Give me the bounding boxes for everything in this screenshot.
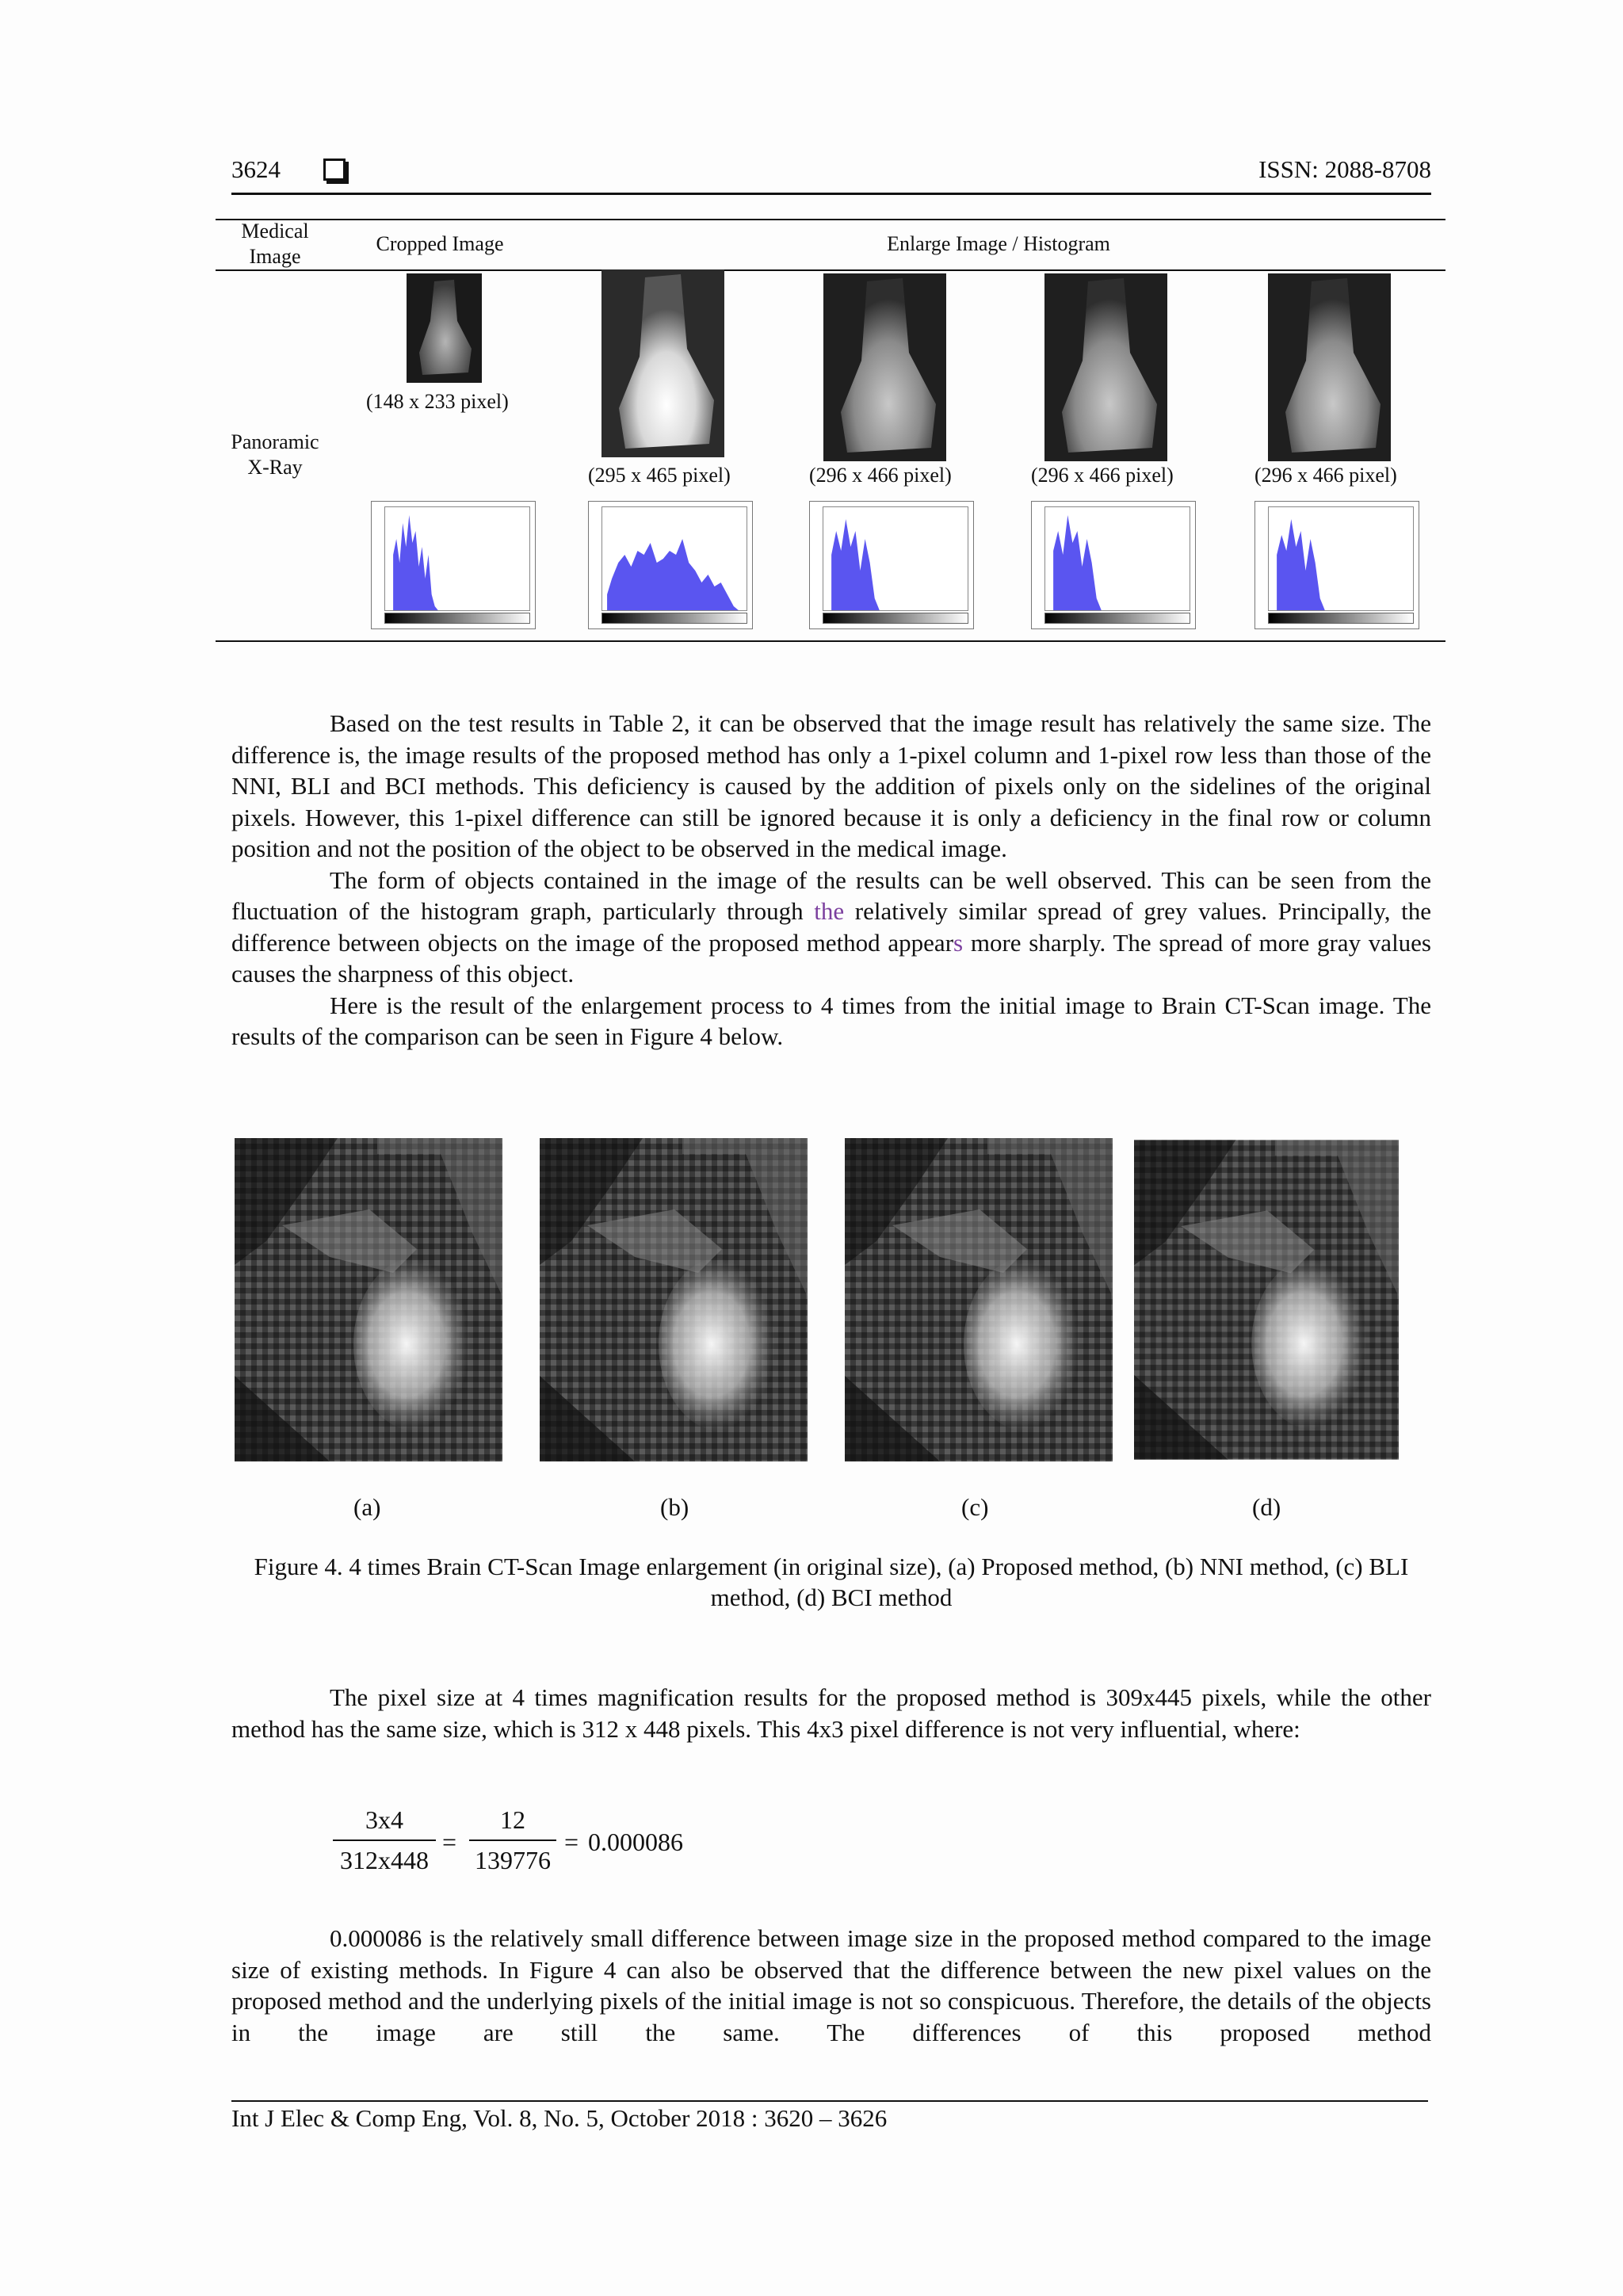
enlarged-xray-bli — [1044, 273, 1167, 461]
eq-denominator-1: 312x448 — [340, 1846, 429, 1874]
enlarged-size-label-4: (296 x 466 pixel) — [1254, 464, 1397, 487]
ct-image-d — [1134, 1138, 1399, 1461]
enlarged-xray-proposed — [601, 269, 724, 457]
histogram-nni — [809, 501, 974, 629]
col-header-medical-image: Medical Image — [241, 220, 309, 268]
body-paragraphs — [231, 708, 1431, 1052]
cropped-size-label: (148 x 233 pixel) — [366, 390, 509, 413]
histogram-proposed — [588, 501, 753, 629]
row-label-panoramic: Panoramic X-Ray — [231, 430, 319, 479]
histogram-bli — [1031, 501, 1196, 629]
enlarged-xray-bci — [1268, 273, 1391, 461]
page-number: 3624 — [231, 155, 281, 183]
subfigure-label-a: (a) — [353, 1493, 381, 1521]
paragraph-4: The pixel size at 4 times magnification results for the proposed method is 309x445 pixels, while the other method has the same size, which is 312 x 448 pixels. This 4x3 pixel difference is not very influential, where: — [231, 1683, 1431, 1743]
eq-numerator-1: 3x4 — [365, 1805, 403, 1834]
col-header-cropped: Cropped Image — [376, 232, 504, 255]
enlarged-xray-nni — [823, 273, 946, 461]
subfigure-label-b: (b) — [660, 1493, 689, 1521]
enlarged-size-label-3: (296 x 466 pixel) — [1031, 464, 1174, 487]
ct-image-b — [540, 1138, 808, 1461]
body-paragraph-4-block — [231, 1682, 1431, 1744]
table-header-rule — [216, 269, 1445, 271]
issn: ISSN: 2088-8708 — [1258, 155, 1431, 183]
eq-equals-2: = — [564, 1828, 579, 1856]
table-bottom-rule — [216, 640, 1445, 642]
histogram-cropped — [371, 501, 536, 629]
enlarged-size-label-1: (295 x 465 pixel) — [588, 464, 731, 487]
eq-denominator-2: 139776 — [475, 1846, 551, 1874]
paragraph-5: 0.000086 is the relatively small difference between image size in the proposed method compared to the image size of existing methods. In Figure 4 can also be observed that the difference between the new pixel values on the proposed method and the underlying pixels of the initial image is not so conspicuous. Therefore, the details of the objects in the image are still the same. The differences of this proposed method — [231, 1924, 1431, 2046]
subfigure-label-c: (c) — [961, 1493, 989, 1521]
footer-citation: Int J Elec & Comp Eng, Vol. 8, No. 5, October 2018 : 3620 – 3626 — [231, 2104, 888, 2132]
header-rule — [231, 193, 1431, 195]
table-top-rule — [216, 219, 1445, 220]
equation — [333, 1805, 713, 1885]
ct-image-c — [845, 1138, 1113, 1461]
eq-equals-1: = — [442, 1828, 457, 1856]
ct-image-a — [235, 1138, 502, 1461]
cropped-xray-image — [407, 273, 482, 383]
paragraph-3: Here is the result of the enlargement process to 4 times from the initial image to Brain CT-Scan image. The results of the comparison can be seen in Figure 4 below. — [231, 991, 1431, 1050]
body-paragraph-5-block — [231, 1923, 1431, 2048]
subfigure-label-d: (d) — [1252, 1493, 1281, 1521]
footer-rule — [231, 2100, 1428, 2102]
histogram-bci — [1254, 501, 1419, 629]
col-header-enlarge: Enlarge Image / Histogram — [887, 232, 1110, 255]
enlarged-size-label-2: (296 x 466 pixel) — [809, 464, 952, 487]
paragraph-2: The form of objects contained in the image of the results can be well observed. This can be seen from the fluctuation of the histogram graph, particularly through the relatively similar spread of grey values. Principally, the difference between objects on the image of the proposed method appears more sharply. The spread of more gray values causes the sharpness of this object. — [231, 865, 1431, 988]
page-header — [231, 155, 1431, 185]
paragraph-1: Based on the test results in Table 2, it can be observed that the image result has relatively the same size. The difference is, the image results of the proposed method has only a 1-pixel column and 1-pixel row less than those of the NNI, BLI and BCI methods. This deficiency is caused by the addition of pixels only on the sidelines of the original pixels. However, this 1-pixel difference can still be ignored because it is only a deficiency in the final row or column position and not the position of the object to be observed in the medical image. — [231, 709, 1431, 862]
checkbox-glyph-icon — [323, 159, 346, 181]
eq-numerator-2: 12 — [500, 1805, 525, 1834]
figure-4-caption: Figure 4. 4 times Brain CT-Scan Image enlargement (in original size), (a) Proposed method, (b) NNI method, (c) BLI method, (d) BCI method — [254, 1553, 1409, 1611]
eq-result: 0.000086 — [588, 1828, 683, 1856]
